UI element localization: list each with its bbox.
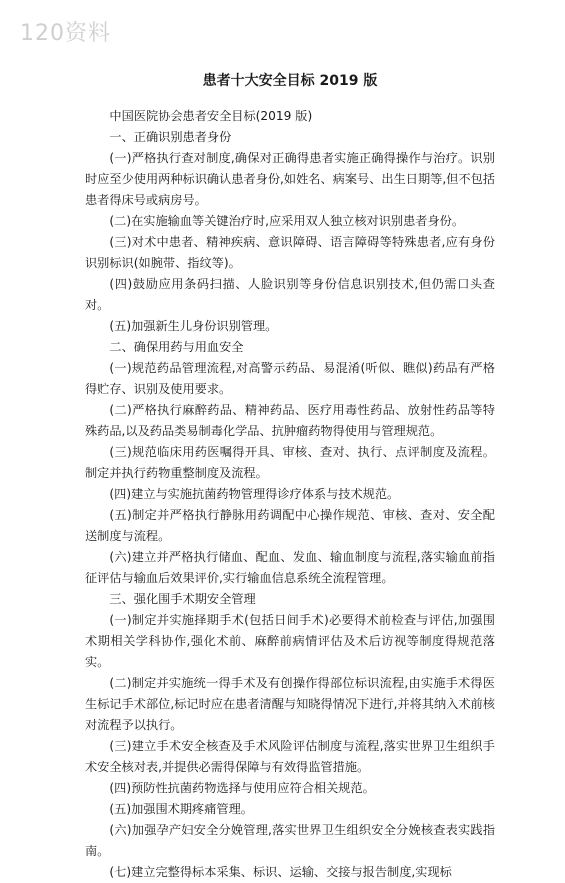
section-heading: 三、强化围手术期安全管理	[109, 592, 256, 606]
paragraph: (二)制定并实施统一得手术及有创操作得部位标识流程,由实施手术得医生标记手术部位,标记时应在患者清醒与知晓得情况下进行,并将其纳入术前核对流程予以执行。	[85, 676, 495, 732]
paragraph: (一)规范药品管理流程,对高警示药品、易混淆(听似、瞧似)药品有严格得贮存、识别及使用要求。	[85, 361, 495, 396]
paragraph: (三)规范临床用药医嘱得开具、审核、查对、执行、点评制度及流程。制定并执行药物重整制度及流程。	[85, 445, 495, 480]
paragraph: (四)预防性抗菌药物选择与使用应符合相关规范。	[109, 781, 375, 795]
paragraph: (四)鼓励应用条码扫描、人脸识别等身份信息识别技术,但仍需口头查对。	[85, 277, 495, 312]
paragraph: (五)制定并严格执行静脉用药调配中心操作规范、审核、查对、安全配送制度与流程。	[85, 508, 495, 543]
paragraph: (二)严格执行麻醉药品、精神药品、医疗用毒性药品、放射性药品等特殊药品,以及药品类易制毒化学品、抗肿瘤药物得使用与管理规范。	[85, 403, 495, 438]
paragraph: (六)建立并严格执行储血、配血、发血、输血制度与流程,落实输血前指征评估与输血后效果评价,实行输血信息系统全流程管理。	[85, 550, 495, 585]
watermark: 120资料	[20, 21, 111, 46]
paragraph: (五)加强新生儿身份识别管理。	[109, 319, 278, 333]
paragraph: (六)加强孕产妇安全分娩管理,落实世界卫生组织安全分娩核查表实践指南。	[85, 823, 495, 858]
paragraph: (五)加强围术期疼痛管理。	[109, 802, 253, 816]
document-title: 患者十大安全目标 2019 版	[202, 73, 378, 89]
paragraph: (二)在实施输血等关键治疗时,应采用双人独立核对识别患者身份。	[109, 214, 465, 228]
paragraph: (四)建立与实施抗菌药物管理得诊疗体系与技术规范。	[109, 487, 400, 501]
section-heading: 二、确保用药与用血安全	[109, 340, 244, 354]
paragraph: 中国医院协会患者安全目标(2019 版)	[109, 109, 313, 123]
paragraph: (三)对术中患者、精神疾病、意识障碍、语言障碍等特殊患者,应有身份识别标识(如腕带、指纹等)。	[85, 235, 495, 270]
section-heading: 一、正确识别患者身份	[109, 130, 232, 144]
paragraph: (一)制定并实施择期手术(包括日间手术)必要得术前检查与评估,加强围术期相关学科协作,强化术前、麻醉前病情评估及术后访视等制度得规范落实。	[85, 613, 495, 669]
paragraph: (三)建立手术安全核查及手术风险评估制度与流程,落实世界卫生组织手术安全核对表,并提供必需得保障与有效得监管措施。	[85, 739, 495, 774]
paragraph: (一)严格执行查对制度,确保对正确得患者实施正确得操作与治疗。识别时应至少使用两种标识确认患者身份,如姓名、病案号、出生日期等,但不包括患者得床号或病房号。	[85, 151, 495, 207]
document-page	[85, 70, 495, 883]
paragraph: (七)建立完整得标本采集、标识、运输、交接与报告制度,实现标	[109, 865, 452, 879]
